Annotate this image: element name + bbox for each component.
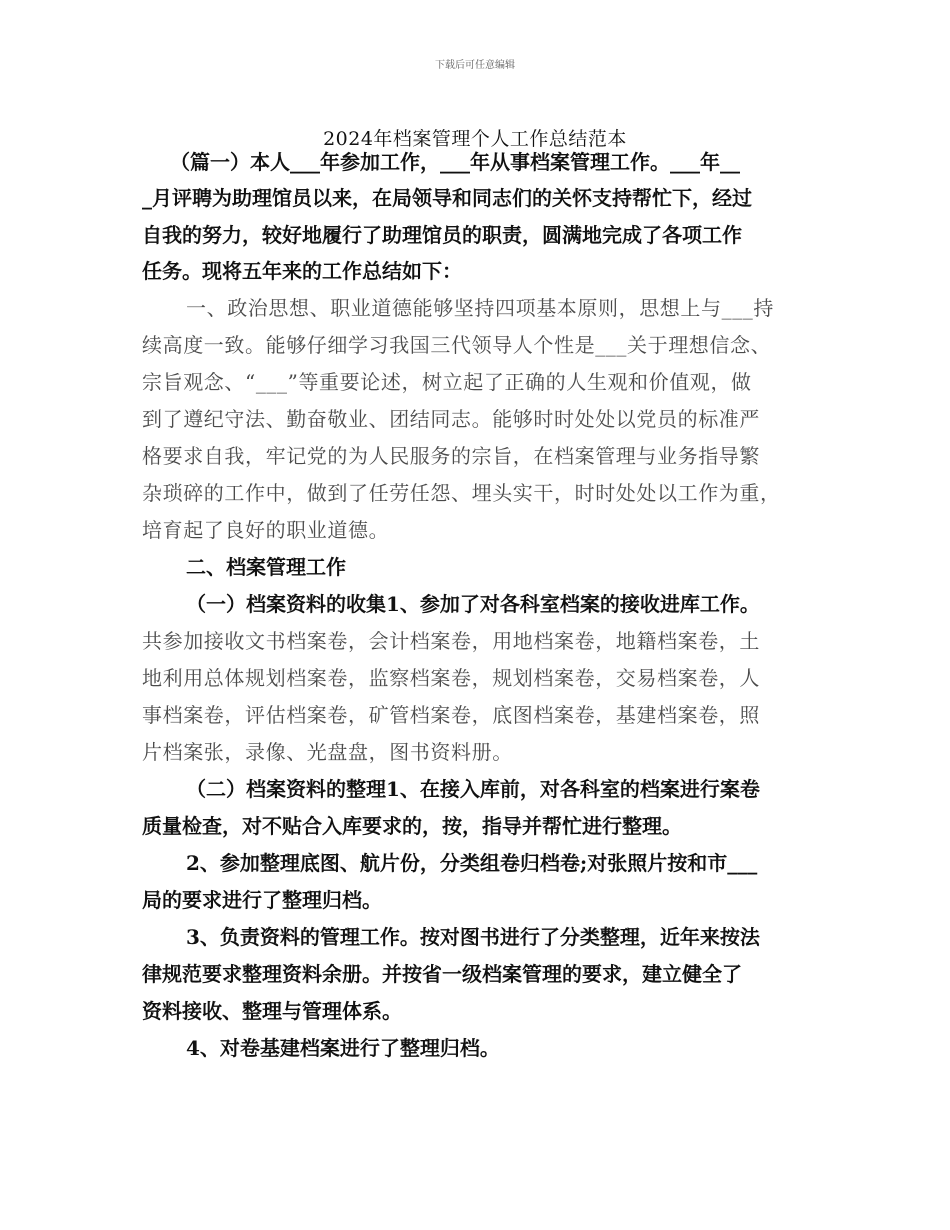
- paragraph-line: 事档案卷，评估档案卷，矿管档案卷，底图档案卷，基建档案卷，照: [142, 703, 760, 727]
- paragraph-line: 资料接收、整理与管理体系。: [142, 999, 402, 1023]
- paragraph-line: 共参加接收文书档案卷，会计档案卷，用地档案卷，地籍档案卷，土: [142, 629, 760, 653]
- document-title: 2024年档案管理个人工作总结范本: [323, 128, 627, 150]
- section-heading: 二、档案管理工作: [186, 555, 346, 579]
- paragraph-line: 格要求自我，牢记党的为人民服务的宗旨，在档案管理与业务指导繁: [142, 444, 760, 468]
- paragraph-line: 杂琐碎的工作中，做到了任劳任怨、埋头实干，时时处处以工作为重，: [142, 481, 781, 505]
- paragraph-line: 到了遵纪守法、勤奋敬业、团结同志。能够时时处处以党员的标准严: [142, 407, 760, 431]
- paragraph-line: （篇一）本人___年参加工作，___年从事档案管理工作。___年__: [170, 150, 740, 174]
- paragraph-line: 律规范要求整理资料余册。并按省一级档案管理的要求，建立健全了: [142, 962, 742, 986]
- paragraph-line: 宗旨观念、“___”等重要论述，树立起了正确的人生观和价值观，做: [142, 370, 752, 394]
- paragraph-line: _月评聘为助理馆员以来，在局领导和同志们的关怀支持帮忙下，经过: [142, 186, 752, 210]
- subsection-heading: （二）档案资料的整理1、在接入库前，对各科室的档案进行案卷: [186, 777, 760, 801]
- paragraph-line: 局的要求进行了整理归档。: [142, 888, 382, 912]
- paragraph-line: 自我的努力，较好地履行了助理馆员的职责，圆满地完成了各项工作: [142, 223, 742, 247]
- paragraph-line: 任务。现将五年来的工作总结如下：: [142, 259, 462, 283]
- header-note: 下载后可任意编辑: [435, 60, 515, 71]
- paragraph-line: 培育起了良好的职业道德。: [142, 518, 390, 542]
- paragraph-line: 一、政治思想、职业道德能够坚持四项基本原则，思想上与___持: [186, 296, 774, 320]
- paragraph-line: 质量检查，对不贴合入库要求的，按，指导并帮忙进行整理。: [142, 814, 682, 838]
- paragraph-line: 地利用总体规划档案卷，监察档案卷，规划档案卷，交易档案卷，人: [142, 666, 760, 690]
- paragraph-line: 片档案张，录像、光盘盘，图书资料册。: [142, 740, 513, 764]
- subsection-heading: （一）档案资料的收集1、参加了对各科室档案的接收进库工作。: [186, 592, 760, 616]
- paragraph-line: 续高度一致。能够仔细学习我国三代领导人个性是___关于理想信念、: [142, 333, 772, 357]
- paragraph-line: 2、参加整理底图、航片份，分类组卷归档卷;对张照片按和市___: [186, 851, 758, 875]
- paragraph-line: 3、负责资料的管理工作。按对图书进行了分类整理，近年来按法: [186, 925, 760, 949]
- paragraph-line: 4、对卷基建档案进行了整理归档。: [186, 1036, 500, 1060]
